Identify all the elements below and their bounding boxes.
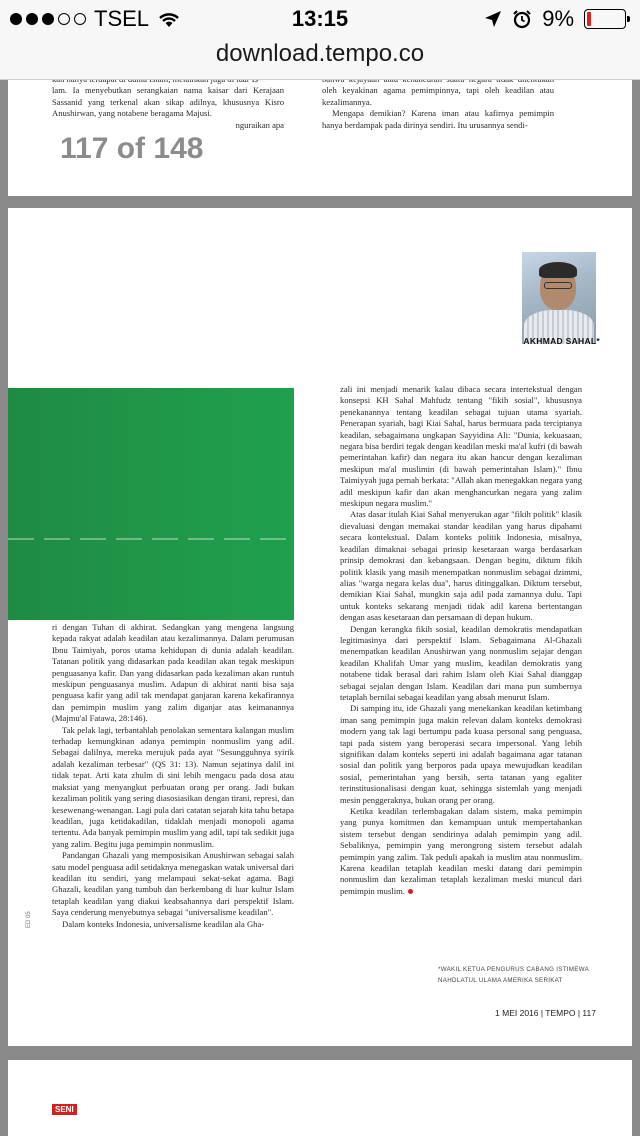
document-page-next[interactable] — [8, 1060, 632, 1136]
article-paragraph: ri dengan Tuhan di akhirat. Sedangkan yang mengena langsung kepada rakyat adalah keadilan atau kezalimannya. Dalam perumusan Ibnu Taimiyah, poros utama kehidupan di dunia adalah keadilan. Tatanan politik yang didasarkan pada keadilan akan tegak meskipun penguasanya kafir. Dan yang didasarkan pada kezaliman akan runtuh meskipun penguasanya muslim. Adapun di akhirat nanti bisa saja penguasa kafir yang adil tak mendapat ganjaran karena kekafirannya dan pemimpin muslim yang zalim diganjar atas keimanannya (Majmu'al Fatawa, 28:146). — [52, 622, 294, 724]
article-paragraph: Dalam konteks Indonesia, universalisme keadilan ala Gha- — [62, 918, 265, 929]
clock: 13:15 — [291, 6, 349, 31]
article-right-column — [340, 384, 582, 897]
article-left-column — [52, 622, 294, 930]
article-paragraph: Dengan kerangka fikih sosial, keadilan demokratis mendapatkan legitimasinya dari perspektif Islam. Sebagaimana Al-Ghazali menempatkan keadilan Anushirwan yang nonmuslim sejajar dengan keadilan Khalifah Umar yang muslim, keadilan demokratis yang notabene tidak berasal dari rahim Islam oleh Kiai Sahal dianggap sebagai sejalan dengan Islam. Keadilan dari mana pun sumbernya tetaplah bernilai sebagai keadilan yang absah menurut Islam. — [340, 623, 582, 702]
text-paragraph: lam. Ia menyebutkan serangkaian nama kaisar dari Kerajaan Sassanid yang terkenal akan sikap adilnya, khususnya Kisro Anushirwan, yang notabene beragama Majusi. — [52, 85, 284, 119]
page-indicator: 117 of 148 — [60, 132, 204, 165]
browser-top-bar — [0, 0, 640, 80]
green-illustration-block — [8, 388, 294, 620]
end-mark-icon — [408, 889, 413, 894]
article-paragraph: Di samping itu, ide Ghazali yang menekankan keadilan ketimbang iman sang pemimpin juga makin relevan dalam konteks demokrasi modern yang tak lagi bertumpu pada kuasa personal sang penguasa, tapi pada sistem yang beroperasi secara impersonal. Yang lebih signifikan dalam konteks seperti ini adalah bagaimana agar tatanan sosial dan politik yang berporos pada upaya mewujudkan keadilan sosial, pemerintahan yang bersih, serta tatanan yang egaliter terinstitusionalisasi dengan kuat, sehingga sistemlah yang menjadi mesin penggeraknya, bukan orang per orang. — [340, 703, 582, 805]
article-paragraph: Ketika keadilan terlembagakan dalam sistem, maka pemimpin yang punya komitmen dan kemampuan untuk mempertahankan sistem tersebut dengan sendirinya adalah pemimpin yang adil. Sebaliknya, pemimpin yang merongrong sistem tersebut adalah pemimpin yang zalim. Tak peduli apakah ia muslim atau nonmuslim. Karena keadilan tetaplah keadilan meski datang dari pemimpin nonmuslim dan kezaliman tetaplah kezaliman meski muncul dari pemimpin muslim. — [340, 806, 582, 896]
previous-page-left-column — [52, 74, 284, 131]
document-page-current[interactable] — [8, 208, 632, 1046]
battery-percent: 9% — [542, 6, 574, 31]
article-paragraph: Pandangan Ghazali yang memposisikan Anushirwan sebagai salah satu model penguasa adil setidaknya menegaskan watak universal dari keadilan itu sendiri, yang melampaui sekat-sekat agama. Bagi Ghazali, keadilan yang tumbuh dan berkembang di luar kultur Islam tetaplah keadilan yang diakui keabsahannya dari perspektif Islam. Saya cenderung menyebutnya sebagai "universalisme keadilan". — [52, 850, 294, 918]
carrier-name: TSEL — [94, 6, 150, 31]
text-paragraph: oleh keyakinan agama pemimpinnya, tapi oleh keadilan atau kezalimannya. — [322, 85, 554, 107]
article-paragraph: zali ini menjadi menarik kalau dibaca secara intertekstual dengan konsepsi KH Sahal Mahfudz tentang "fikih sosial", khususnya penekanannya tentang keadilan sebagai tujuan utama syariah. Penerapan syariah, bagi Kiai Sahal, harus bermuara pada terciptanya keadilan, sebagaimana ungkapan Sayyidina Ali: "Dunia, kekuasaan, negara bisa berdiri tegak dengan keadilan meski ma'al kufri (di bawah pemerintahan kafir) dan negara itu akan hancur dengan kezaliman meskipun ma'al muslimin (di bawah pemerintahan Islam)." Ibnu Taimiyyah juga pernah berkata: "Allah akan menegakkan negara yang adil meskipun kafir dan akan menghancurkan negara yang zalim meskipun negara muslim." — [340, 384, 582, 509]
author-photo — [522, 252, 596, 344]
status-bar — [0, 6, 640, 36]
location-arrow-icon — [484, 10, 502, 28]
article-paragraph: Atas dasar itulah Kiai Sahal menyerukan agar "fikih politik" klasik dievaluasi dengan memakai standar keadilan yang harus dipahami secara kontekstual. Dalam konteks politik Indonesia, misalnya, keadilan dimaknai sebagai prinsip kesetaraan warga berdasarkan prinsip demokrasi dan kebangsaan. Dengan begitu, diktum fikih politik klasik yang masih menempatkan nonmuslim sebagai dzimmi, alias "warga negara kelas dua", harus ditinggalkan. Diktum tersebut, demikian Kiai Sahal, mungkin saja adil pada zamannya dulu. Tapi untuk konteks sekarang menjadi tidak adil karena bertentangan dengan asas kesetaraan dan persamaan di depan hukum. — [340, 509, 582, 623]
author-byline: AKHMAD SAHAL* — [523, 336, 600, 346]
url-bar[interactable]: download.tempo.co — [215, 40, 425, 67]
battery-icon — [584, 9, 626, 29]
section-label: SENI — [52, 1104, 77, 1115]
previous-page-right-column — [322, 74, 554, 131]
document-page-previous[interactable] — [8, 72, 632, 196]
side-label: ED 05 — [26, 911, 32, 928]
page-folio: 1 MEI 2016 | TEMPO | 117 — [495, 1008, 596, 1018]
article-paragraph: Tak pelak lagi, terbantahlah penolakan sementara kalangan muslim terhadap kemungkinan adanya pemimpin nonmuslim yang adil. Sebagai dalilnya, mereka merujuk pada ayat "Sesungguhnya syirik adalah kezaliman terbesar" (QS 31: 13). Namun sejatinya dalil ini tidak tepat. Arti kata zhulm di sini lebih mengacu pada dosa atau maksiat yang menyangkut perbuatan orang per orang. Jadi bukan kezaliman politik yang sering diasosiasikan dengan tirani, represi, dan kesewenang-wenangan. Lagi pula dari catatan sejarah kita tahu betapa keadilan, juga ketidakadilan, tidaklah menjadi monopoli agama tertentu. Ada banyak pemimpin muslim yang adil, tapi tak sedikit juga yang zalim. Begitu juga pemimpin nonmuslim. — [52, 724, 295, 849]
author-footnote: *WAKIL KETUA PENGURUS CABANG ISTIMEWA NAHDLATUL ULAMA AMERIKA SERIKAT — [438, 966, 589, 984]
alarm-clock-icon — [512, 9, 532, 29]
text-paragraph: Mengapa demikian? Karena iman atau kafirnya pemimpin hanya berdampak pada dirinya sendiri. Itu urusannya sendi- — [322, 108, 554, 130]
text-fragment: nguraikan apa — [235, 119, 284, 130]
